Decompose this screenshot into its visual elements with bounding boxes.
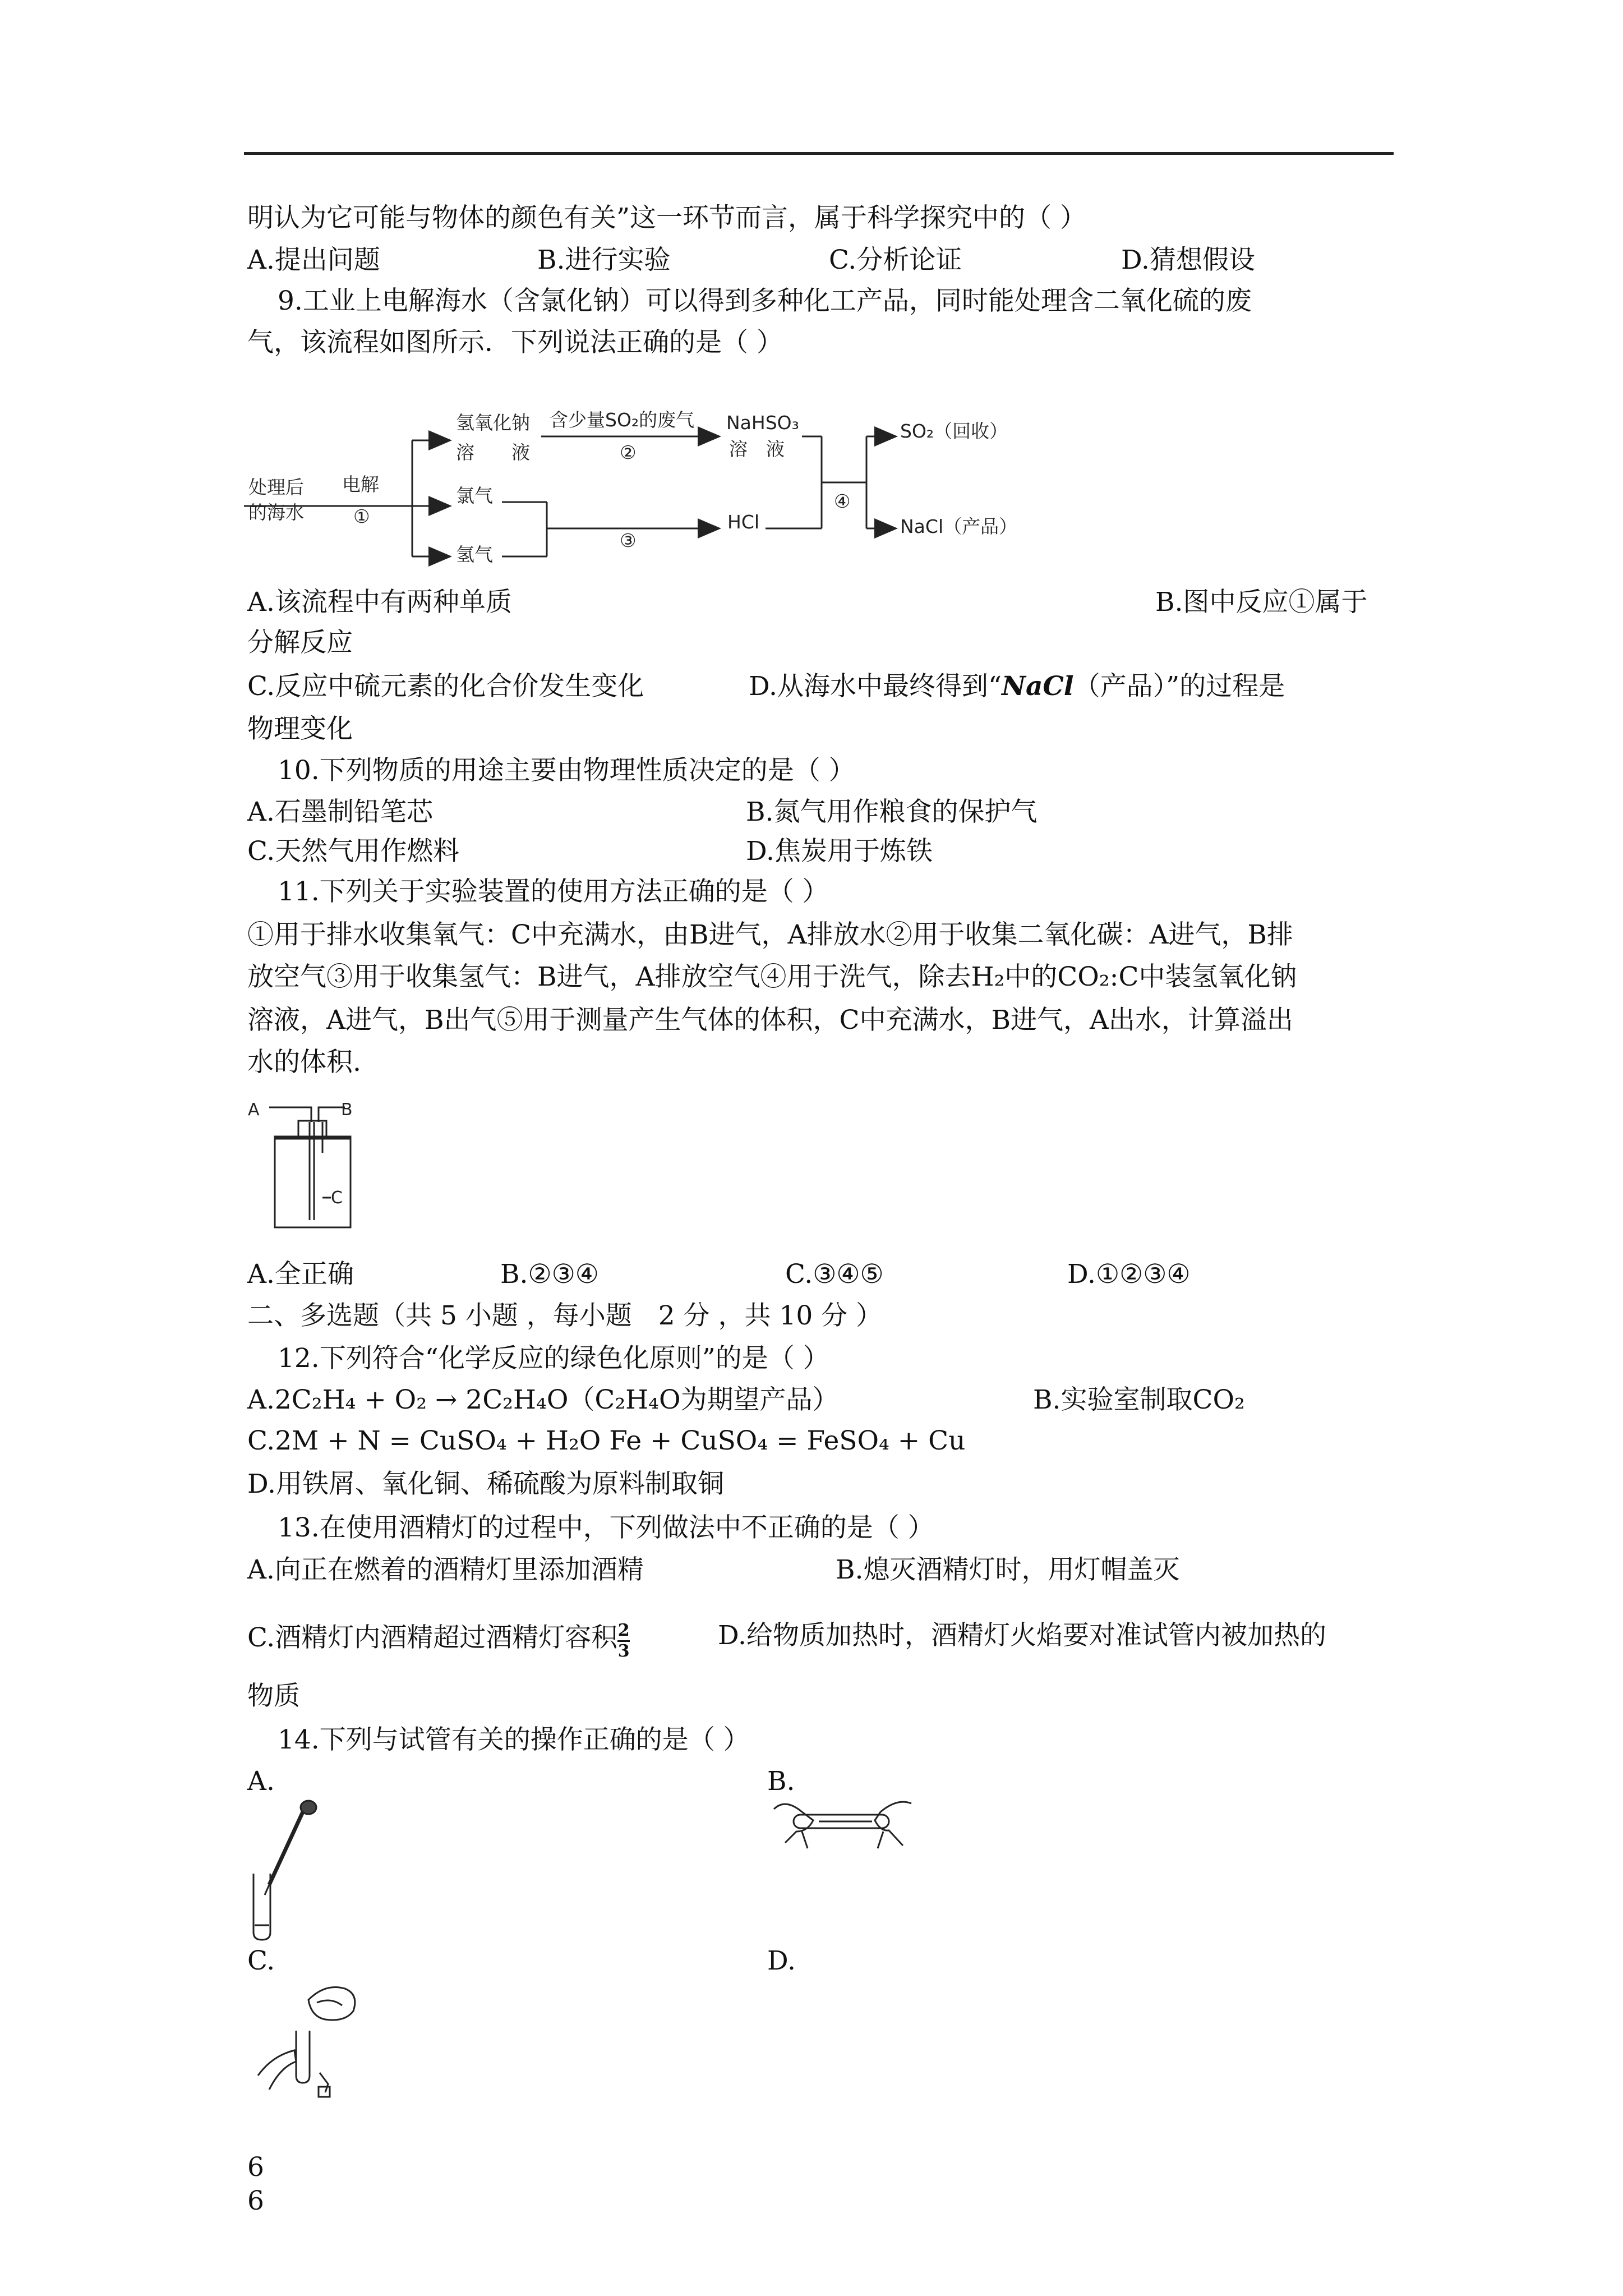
q9-option-a: A.该流程中有两种单质 bbox=[247, 587, 512, 618]
q12-option-a: A.2C₂H₄ + O₂ → 2C₂H₄O（C₂H₄O为期望产品） bbox=[247, 1384, 839, 1415]
q9-option-d-formula: NaCl bbox=[1001, 671, 1074, 702]
diagram-chlorine-label: 氯气 bbox=[456, 485, 493, 507]
q10-option-a: A.石墨制铅笔芯 bbox=[247, 797, 433, 827]
q8-option-d: D.猜想假设 bbox=[1121, 245, 1255, 275]
q14-option-a-dropper-illustration bbox=[247, 1795, 331, 1944]
q9-option-d-continued: 物理变化 bbox=[247, 714, 353, 744]
q9-option-b-continued: 分解反应 bbox=[247, 627, 353, 658]
page-number: 6 bbox=[247, 2152, 264, 2183]
q13-option-d-continued: 物质 bbox=[247, 1681, 300, 1711]
figure-label-b: B bbox=[341, 1100, 353, 1120]
q9-process-flow-diagram bbox=[244, 404, 1029, 583]
q11-statement-line1: ①用于排水收集氧气：C中充满水，由B进气，A排放水②用于收集二氧化碳：A进气，B排 bbox=[247, 919, 1293, 950]
q13-option-a: A.向正在燃着的酒精灯里添加酒精 bbox=[247, 1554, 644, 1585]
q11-option-d: D.①②③④ bbox=[1067, 1259, 1191, 1290]
diagram-naoh-label-1: 氢氧化钠 bbox=[456, 412, 530, 434]
q14-option-b-label: B. bbox=[767, 1766, 795, 1797]
diagram-waste-gas-label: 含少量SO₂的废气 bbox=[550, 409, 695, 431]
page-number-repeat: 6 bbox=[247, 2185, 264, 2216]
q8-stem-continuation: 明认为它可能与物体的颜色有关”这一环节而言，属于科学探究中的（ ） bbox=[247, 203, 1086, 233]
diagram-start-label-2: 的海水 bbox=[248, 501, 304, 523]
q11-stem: 11.下列关于实验装置的使用方法正确的是（ ） bbox=[278, 876, 829, 907]
section-heading-multiple-choice: 二、多选题（共 5 小题 ，每小题 2 分 ，共 10 分 ） bbox=[247, 1300, 883, 1331]
q11-gas-washing-bottle-figure bbox=[247, 1099, 359, 1234]
header-rule bbox=[244, 152, 1394, 155]
q14-option-a-label: A. bbox=[247, 1766, 275, 1797]
q10-option-c: C.天然气用作燃料 bbox=[247, 836, 460, 867]
q10-stem: 10.下列物质的用途主要由物理性质决定的是（ ） bbox=[278, 755, 855, 786]
q14-option-c-pouring-solid-illustration bbox=[247, 1977, 376, 2106]
q13-option-b: B.熄灭酒精灯时，用灯帽盖灭 bbox=[836, 1554, 1180, 1585]
q13-option-c bbox=[247, 1622, 630, 1660]
q9-option-b: B.图中反应①属于 bbox=[1155, 587, 1368, 618]
diagram-nahso3-label-2: 溶 液 bbox=[729, 438, 785, 460]
q14-stem: 14.下列与试管有关的操作正确的是（ ） bbox=[278, 1724, 750, 1755]
q9-stem-line2: 气，该流程如图所示．下列说法正确的是（ ） bbox=[247, 327, 783, 358]
q12-option-c: C.2M + N = CuSO₄ + H₂O Fe + CuSO₄ = FeSO₄ + Cu bbox=[247, 1425, 966, 1456]
q10-option-b: B.氮气用作粮食的保护气 bbox=[746, 797, 1038, 827]
figure-label-a: A bbox=[248, 1100, 260, 1120]
diagram-start-label-1: 处理后 bbox=[248, 476, 304, 498]
q8-option-a: A.提出问题 bbox=[247, 245, 380, 275]
q11-option-c: C.③④⑤ bbox=[785, 1259, 884, 1290]
q12-option-b: B.实验室制取CO₂ bbox=[1033, 1384, 1245, 1415]
q11-statement-line3: 溶液，A进气，B出气⑤用于测量产生气体的体积，C中充满水，B进气，A出水，计算溢出 bbox=[247, 1005, 1293, 1036]
q13-option-c-text: C.酒精灯内酒精超过酒精灯容积 bbox=[247, 1622, 618, 1653]
q9-option-c: C.反应中硫元素的化合价发生变化 bbox=[247, 671, 644, 702]
q11-statement-line2: 放空气③用于收集氢气：B进气，A排放空气④用于洗气，除去H₂中的CO₂:C中装氢氧化钠 bbox=[247, 961, 1297, 992]
q14-option-c-label: C. bbox=[247, 1945, 275, 1976]
diagram-hydrogen-label: 氢气 bbox=[456, 544, 493, 565]
q11-option-b: B.②③④ bbox=[500, 1259, 599, 1290]
q13-option-d: D.给物质加热时，酒精灯火焰要对准试管内被加热的 bbox=[718, 1620, 1326, 1651]
diagram-step-3: ③ bbox=[620, 530, 637, 551]
q8-option-b: B.进行实验 bbox=[537, 245, 671, 275]
diagram-step-2: ② bbox=[620, 441, 637, 463]
q10-option-d: D.焦炭用于炼铁 bbox=[746, 836, 933, 867]
q11-option-a: A.全正确 bbox=[247, 1259, 354, 1290]
diagram-step-1: ① bbox=[353, 505, 370, 527]
diagram-electrolysis-label: 电解 bbox=[342, 473, 379, 495]
diagram-so2-recovered-label: SO₂（回收） bbox=[900, 420, 1008, 442]
q13-option-c-fraction bbox=[617, 1622, 630, 1660]
fraction-numerator: 2 bbox=[617, 1621, 630, 1640]
q14-option-b-shaking-test-tube-illustration bbox=[768, 1787, 925, 1860]
q8-option-c: C.分析论证 bbox=[829, 245, 962, 275]
diagram-nahso3-label-1: NaHSO₃ bbox=[726, 412, 799, 434]
diagram-naoh-label-2: 溶 液 bbox=[456, 441, 530, 463]
q9-option-d-suffix: （产品）”的过程是 bbox=[1073, 671, 1285, 702]
q12-option-d: D.用铁屑、氧化铜、稀硫酸为原料制取铜 bbox=[247, 1469, 724, 1499]
figure-label-c: C bbox=[331, 1188, 343, 1208]
diagram-hcl-label: HCl bbox=[727, 511, 760, 533]
q9-option-d bbox=[749, 673, 1285, 700]
q11-statement-line4: 水的体积. bbox=[247, 1047, 361, 1078]
q14-option-d-label: D. bbox=[767, 1945, 796, 1976]
q9-stem-line1: 9.工业上电解海水（含氯化钠）可以得到多种化工产品，同时能处理含二氧化硫的废 bbox=[278, 286, 1252, 316]
diagram-nacl-product-label: NaCl（产品） bbox=[900, 516, 1018, 537]
q13-stem: 13.在使用酒精灯的过程中，下列做法中不正确的是（ ） bbox=[278, 1512, 934, 1543]
q9-option-d-prefix: D.从海水中最终得到“ bbox=[749, 671, 1002, 702]
fraction-denominator: 3 bbox=[617, 1641, 630, 1661]
diagram-step-4: ④ bbox=[834, 490, 851, 512]
q12-stem: 12.下列符合“化学反应的绿色化原则”的是（ ） bbox=[278, 1343, 829, 1374]
